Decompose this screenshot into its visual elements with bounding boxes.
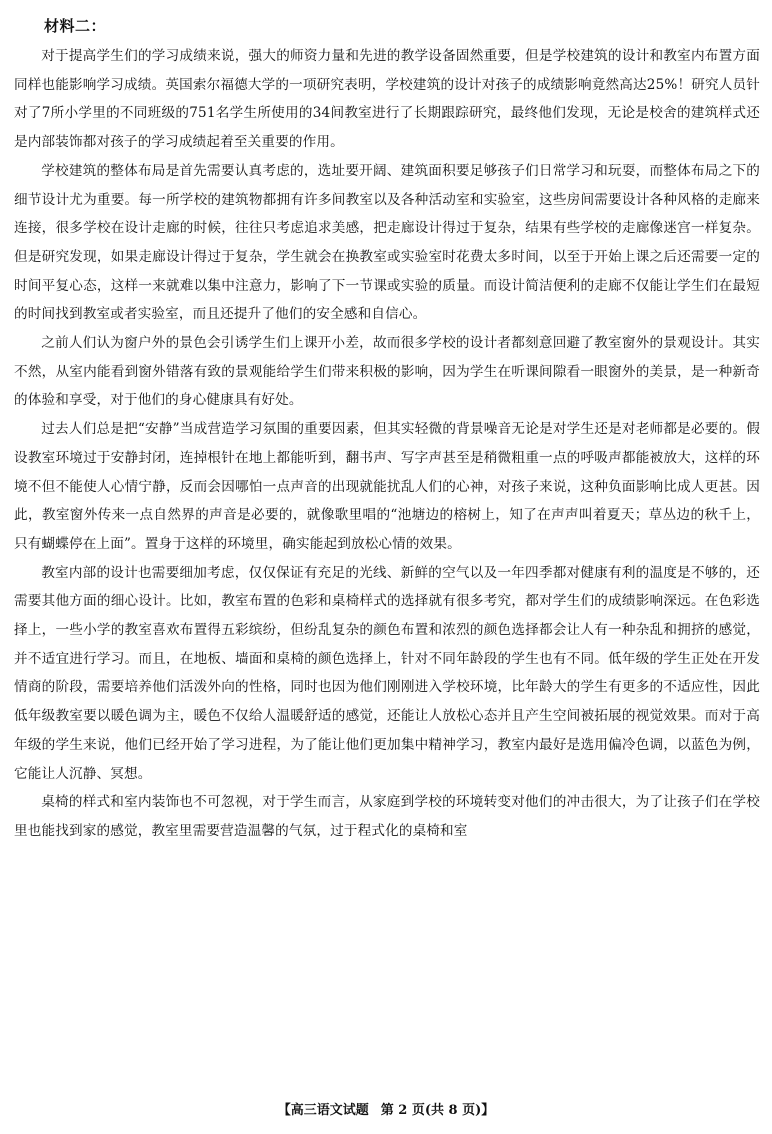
paragraph-1: 对于提高学生们的学习成绩来说，强大的师资力量和先进的教学设备固然重要，但是学校建筑的设计和教室内布置方面同样也能影响学习成绩。英国索尔福德大学的一项研究表明，学校建筑的设计对孩子的成绩影响竟然高达25%！研究人员针对了7所小学里的不同班级的751名学生所使用的34间教室进行了长期跟踪研究，最终他们发现，无论是校舍的建筑样式还是内部装饰都对孩子的学习成绩起着至关重要的作用。 (14, 48, 760, 151)
paragraph-6: 桌椅的样式和室内装饰也不可忽视，对于学生而言，从家庭到学校的环境转变对他们的冲击很大，为了让孩子们在学校里也能找到家的感觉，教室里需要营造温馨的气氛，过于程式化的桌椅和室 (14, 794, 760, 839)
section-title: 材料二： (44, 17, 107, 35)
paragraph-3: 之前人们认为窗户外的景色会引诱学生们上课开小差，故而很多学校的设计者都刻意回避了教室窗外的景观设计。其实不然，从室内能看到窗外错落有致的景观能给学生们带来积极的影响，因为学生在听课间隙看一眼窗外的美景，是一种新奇的体验和享受，对于他们的身心健康具有好处。 (14, 335, 760, 409)
page-footer (0, 1096, 772, 1126)
article-body (14, 42, 760, 846)
paragraph-4: 过去人们总是把“安静”当成营造学习氛围的重要因素，但其实轻微的背景噪音无论是对学生还是对老师都是必要的。假设教室环境过于安静封闭，连掉根针在地上都能听到，翻书声、写字声甚至是稍微粗重一点的呼吸声都能被放大，这样的环境不但不能使人心情宁静，反而会因哪怕一点声音的出现就能扰乱人们的心神，对孩子来说，这种负面影响比成人更甚。因此，教室窗外传来一点自然界的声音是必要的，就像歌里唱的“池塘边的榕树上，知了在声声叫着夏天；草丛边的秋千上，只有蝴蝶停在上面”。置身于这样的环境里，确实能起到放松心情的效果。 (14, 421, 760, 552)
footer-page-info: 第 2 页(共 8 页)】 (380, 1103, 495, 1118)
paragraph-2: 学校建筑的整体布局是首先需要认真考虑的，选址要开阔、建筑面积要足够孩子们日常学习和玩耍，而整体布局之下的细节设计尤为重要。每一所学校的建筑物都拥有许多间教室以及各种活动室和实验室，这些房间需要设计各种风格的走廊来连接，很多学校在设计走廊的时候，往往只考虑追求美感，把走廊设计得过于复杂，结果有些学校的走廊像迷宫一样复杂。但是研究发现，如果走廊设计得过于复杂，学生就会在换教室或实验室时花费太多时间，以至于开始上课之后还需要一定的时间平复心态，这样一来就难以集中注意力，影响了下一节课或实验的质量。而设计简洁便利的走廊不仅能让学生们在最短的时间找到教室或者实验室，而且还提升了他们的安全感和自信心。 (14, 162, 760, 323)
footer-title: 【高三语文试题 (277, 1103, 369, 1118)
paragraph-5: 教室内部的设计也需要细加考虑，仅仅保证有充足的光线、新鲜的空气以及一年四季都对健康有利的温度是不够的，还需要其他方面的细心设计。比如，教室布置的色彩和桌椅样式的选择就有很多考究，都对学生们的成绩影响深远。在色彩选择上，一些小学的教室喜欢布置得五彩缤纷，但纷乱复杂的颜色布置和浓烈的颜色选择都会让人有一种杂乱和拥挤的感觉，并不适宜进行学习。而且，在地板、墙面和桌椅的颜色选择上，针对不同年龄段的学生也有不同。低年级的学生正处在开发情商的阶段，需要培养他们活泼外向的性格，同时也因为他们刚刚进入学校环境，比年龄大的学生有更多的不适应性，因此低年级教室要以暖色调为主，暖色不仅给人温暖舒适的感觉，还能让人放松心态并且产生空间被拓展的视觉效果。而对于高年级的学生来说，他们已经开始了学习进程，为了能让他们更加集中精神学习，教室内最好是选用偏冷色调，以蓝色为例，它能让人沉静、冥想。 (14, 564, 760, 782)
